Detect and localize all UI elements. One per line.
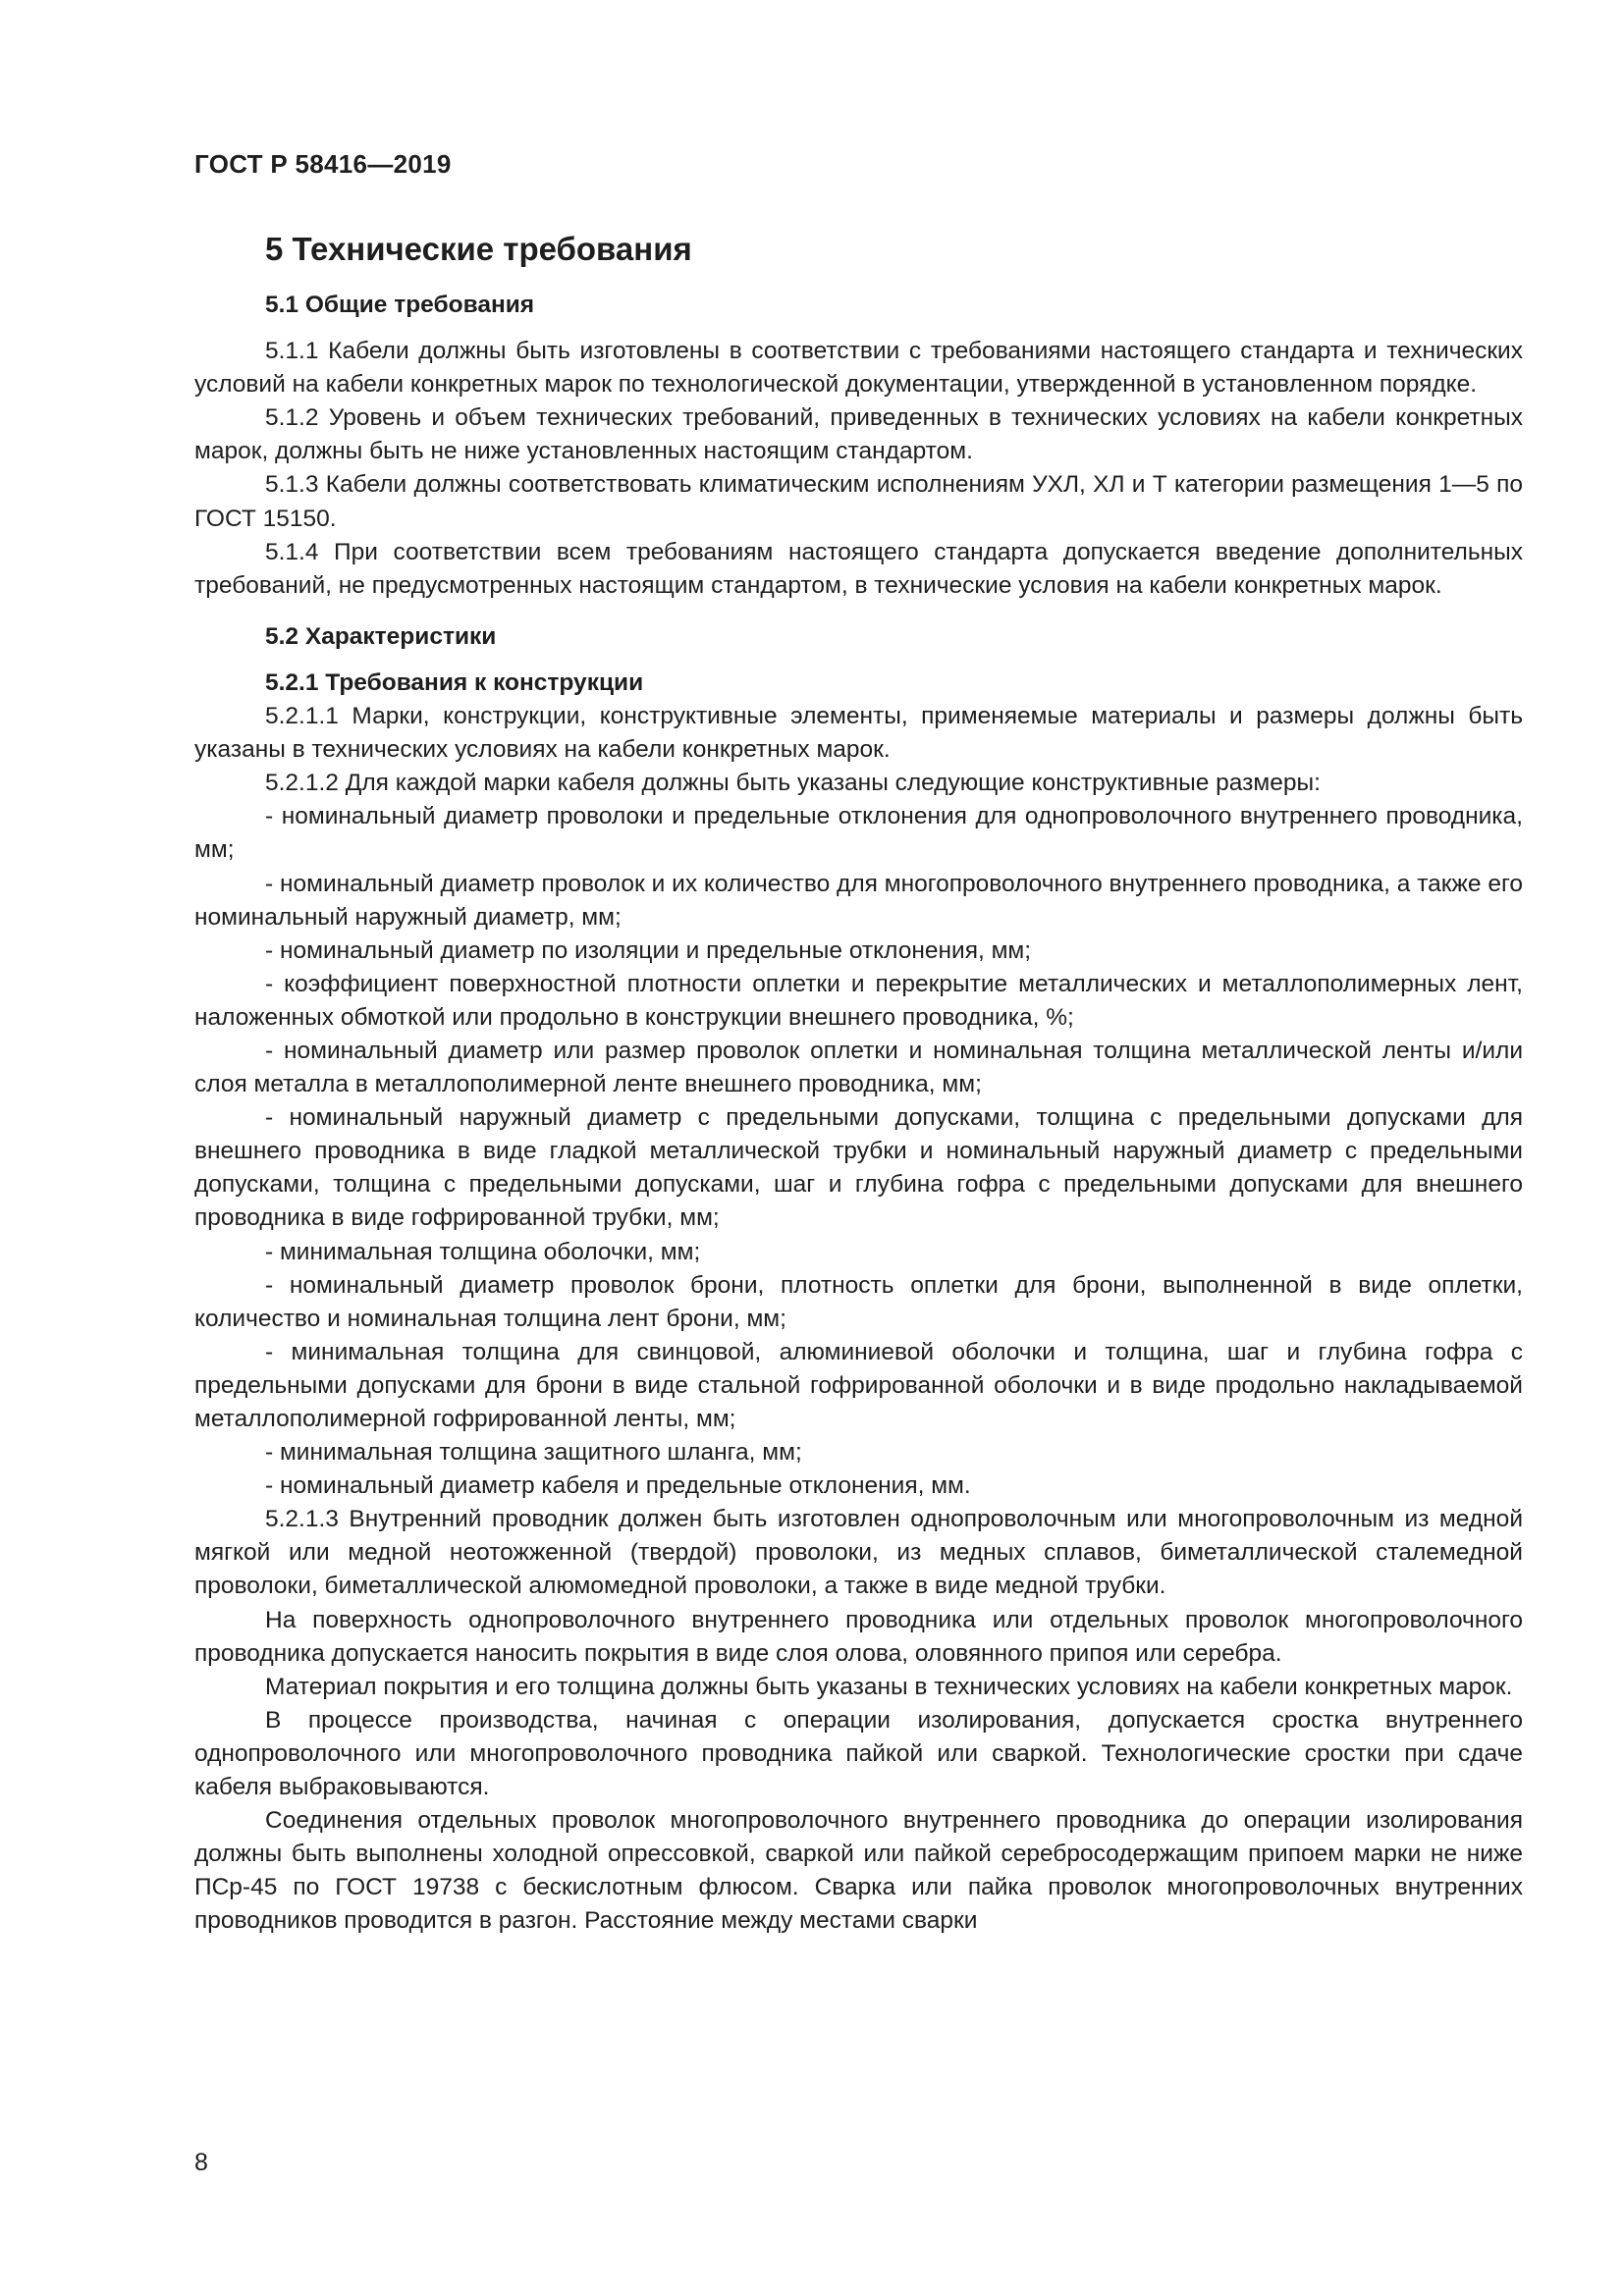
paragraph-coating-material: Материал покрытия и его толщина должны быть указаны в технических условиях на кабели конкретных марок. xyxy=(265,1673,1513,1700)
page-number: 8 xyxy=(194,2149,208,2176)
document-body xyxy=(194,218,1523,1939)
section-title: 5 Технические требования xyxy=(265,231,692,267)
list-item: - номинальный диаметр проволок и их количество для многопроволочного внутреннего проводника, а также его номинальный наружный диаметр, мм; xyxy=(194,870,1523,931)
subsection-5-1-title: 5.1 Общие требования xyxy=(265,292,535,318)
list-item: - номинальный наружный диаметр с предельными допусками, толщина с предельными допусками для внешнего проводника в виде гладкой металлической трубки и номинальный наружный диаметр с предельными допусками, толщина с предельными допусками, шаг и глубина гофра с предельными допусками для внешнего проводника в виде гофрированной трубки, мм; xyxy=(194,1104,1523,1232)
paragraph-5-1-3: 5.1.3 Кабели должны соответствовать климатическим исполнениям УХЛ, ХЛ и Т категории размещения 1—5 по ГОСТ 15150. xyxy=(194,471,1523,532)
paragraph-5-2-1-3: 5.2.1.3 Внутренний проводник должен быть изготовлен однопроволочным или многопроволочным из медной мягкой или медной неотожженной (твердой) проволоки, из медных сплавов, биметаллической сталемедной проволоки, биметаллической алюмомедной проволоки, а также в виде медной трубки. xyxy=(194,1506,1523,1600)
list-item: - номинальный диаметр или размер проволок оплетки и номинальная толщина металлической ленты и/или слоя металла в металлополимерной ленте внешнего проводника, мм; xyxy=(194,1037,1523,1098)
paragraph-5-1-1: 5.1.1 Кабели должны быть изготовлены в соответствии с требованиями настоящего стандарта и технических условий на кабели конкретных марок по технологической документации, утвержденной в установленном порядке. xyxy=(194,338,1523,399)
list-item: - минимальная толщина защитного шланга, мм; xyxy=(265,1439,802,1467)
paragraph-wire-joints: Соединения отдельных проволок многопроволочного внутреннего проводника до операции изолирования должны быть выполнены холодной опрессовкой, сваркой или пайкой серебросодержащим припоем марки не ниже ПСр-45 по ГОСТ 19738 с бескислотным флюсом. Сварка или пайка проволок многопроволочных внутренних проводников проводится в разгон. Расстояние между местами сварки xyxy=(194,1807,1523,1935)
paragraph-5-1-4: 5.1.4 При соответствии всем требованиям настоящего стандарта допускается введение дополнительных требований, не предусмотренных настоящим стандартом, в технические условия на кабели конкретных марок. xyxy=(194,538,1523,599)
list-item: - номинальный диаметр проволок брони, плотность оплетки для брони, выполненной в виде оплетки, количество и номинальная толщина лент брони, мм; xyxy=(194,1271,1523,1332)
subsection-5-2-title: 5.2 Характеристики xyxy=(265,622,497,650)
list-item: - коэффициент поверхностной плотности оплетки и перекрытие металлических и металлополимерных лент, наложенных обмоткой или продольно в конструкции внешнего проводника, %; xyxy=(194,970,1523,1031)
paragraph-coating: На поверхность однопроволочного внутреннего проводника или отдельных проволок многопроволочного проводника допускается наносить покрытия в виде слоя олова, оловянного припоя или серебра. xyxy=(194,1606,1523,1667)
list-item: - номинальный диаметр кабеля и предельные отклонения, мм. xyxy=(265,1472,971,1500)
subsection-5-2-1-title: 5.2.1 Требования к конструкции xyxy=(265,668,644,696)
list-item: - номинальный диаметр проволоки и предельные отклонения для однопроволочного внутреннего проводника, мм; xyxy=(194,803,1523,864)
paragraph-splicing: В процессе производства, начиная с операции изолирования, допускается сростка внутреннего однопроволочного или многопроволочного проводника пайкой или сваркой. Технологические сростки при сдаче кабеля выбраковываются. xyxy=(194,1706,1523,1801)
paragraph-5-2-1-1: 5.2.1.1 Марки, конструкции, конструктивные элементы, применяемые материалы и размеры должны быть указаны в технических условиях на кабели конкретных марок. xyxy=(194,703,1523,764)
paragraph-5-2-1-2: 5.2.1.2 Для каждой марки кабеля должны быть указаны следующие конструктивные размеры: xyxy=(265,770,1321,797)
list-item: - минимальная толщина для свинцовой, алюминиевой оболочки и толщина, шаг и глубина гофра с предельными допусками для брони в виде стальной гофрированной оболочки и в виде продольно накладываемой металлополимерной гофрированной ленты, мм; xyxy=(194,1338,1523,1432)
list-item: - минимальная толщина оболочки, мм; xyxy=(265,1238,701,1265)
list-item: - номинальный диаметр по изоляции и предельные отклонения, мм; xyxy=(265,936,1032,964)
document-header: ГОСТ Р 58416—2019 xyxy=(194,149,452,179)
paragraph-5-1-2: 5.1.2 Уровень и объем технических требований, приведенных в технических условиях на кабели конкретных марок, должны быть не ниже установленных настоящим стандартом. xyxy=(194,404,1523,465)
